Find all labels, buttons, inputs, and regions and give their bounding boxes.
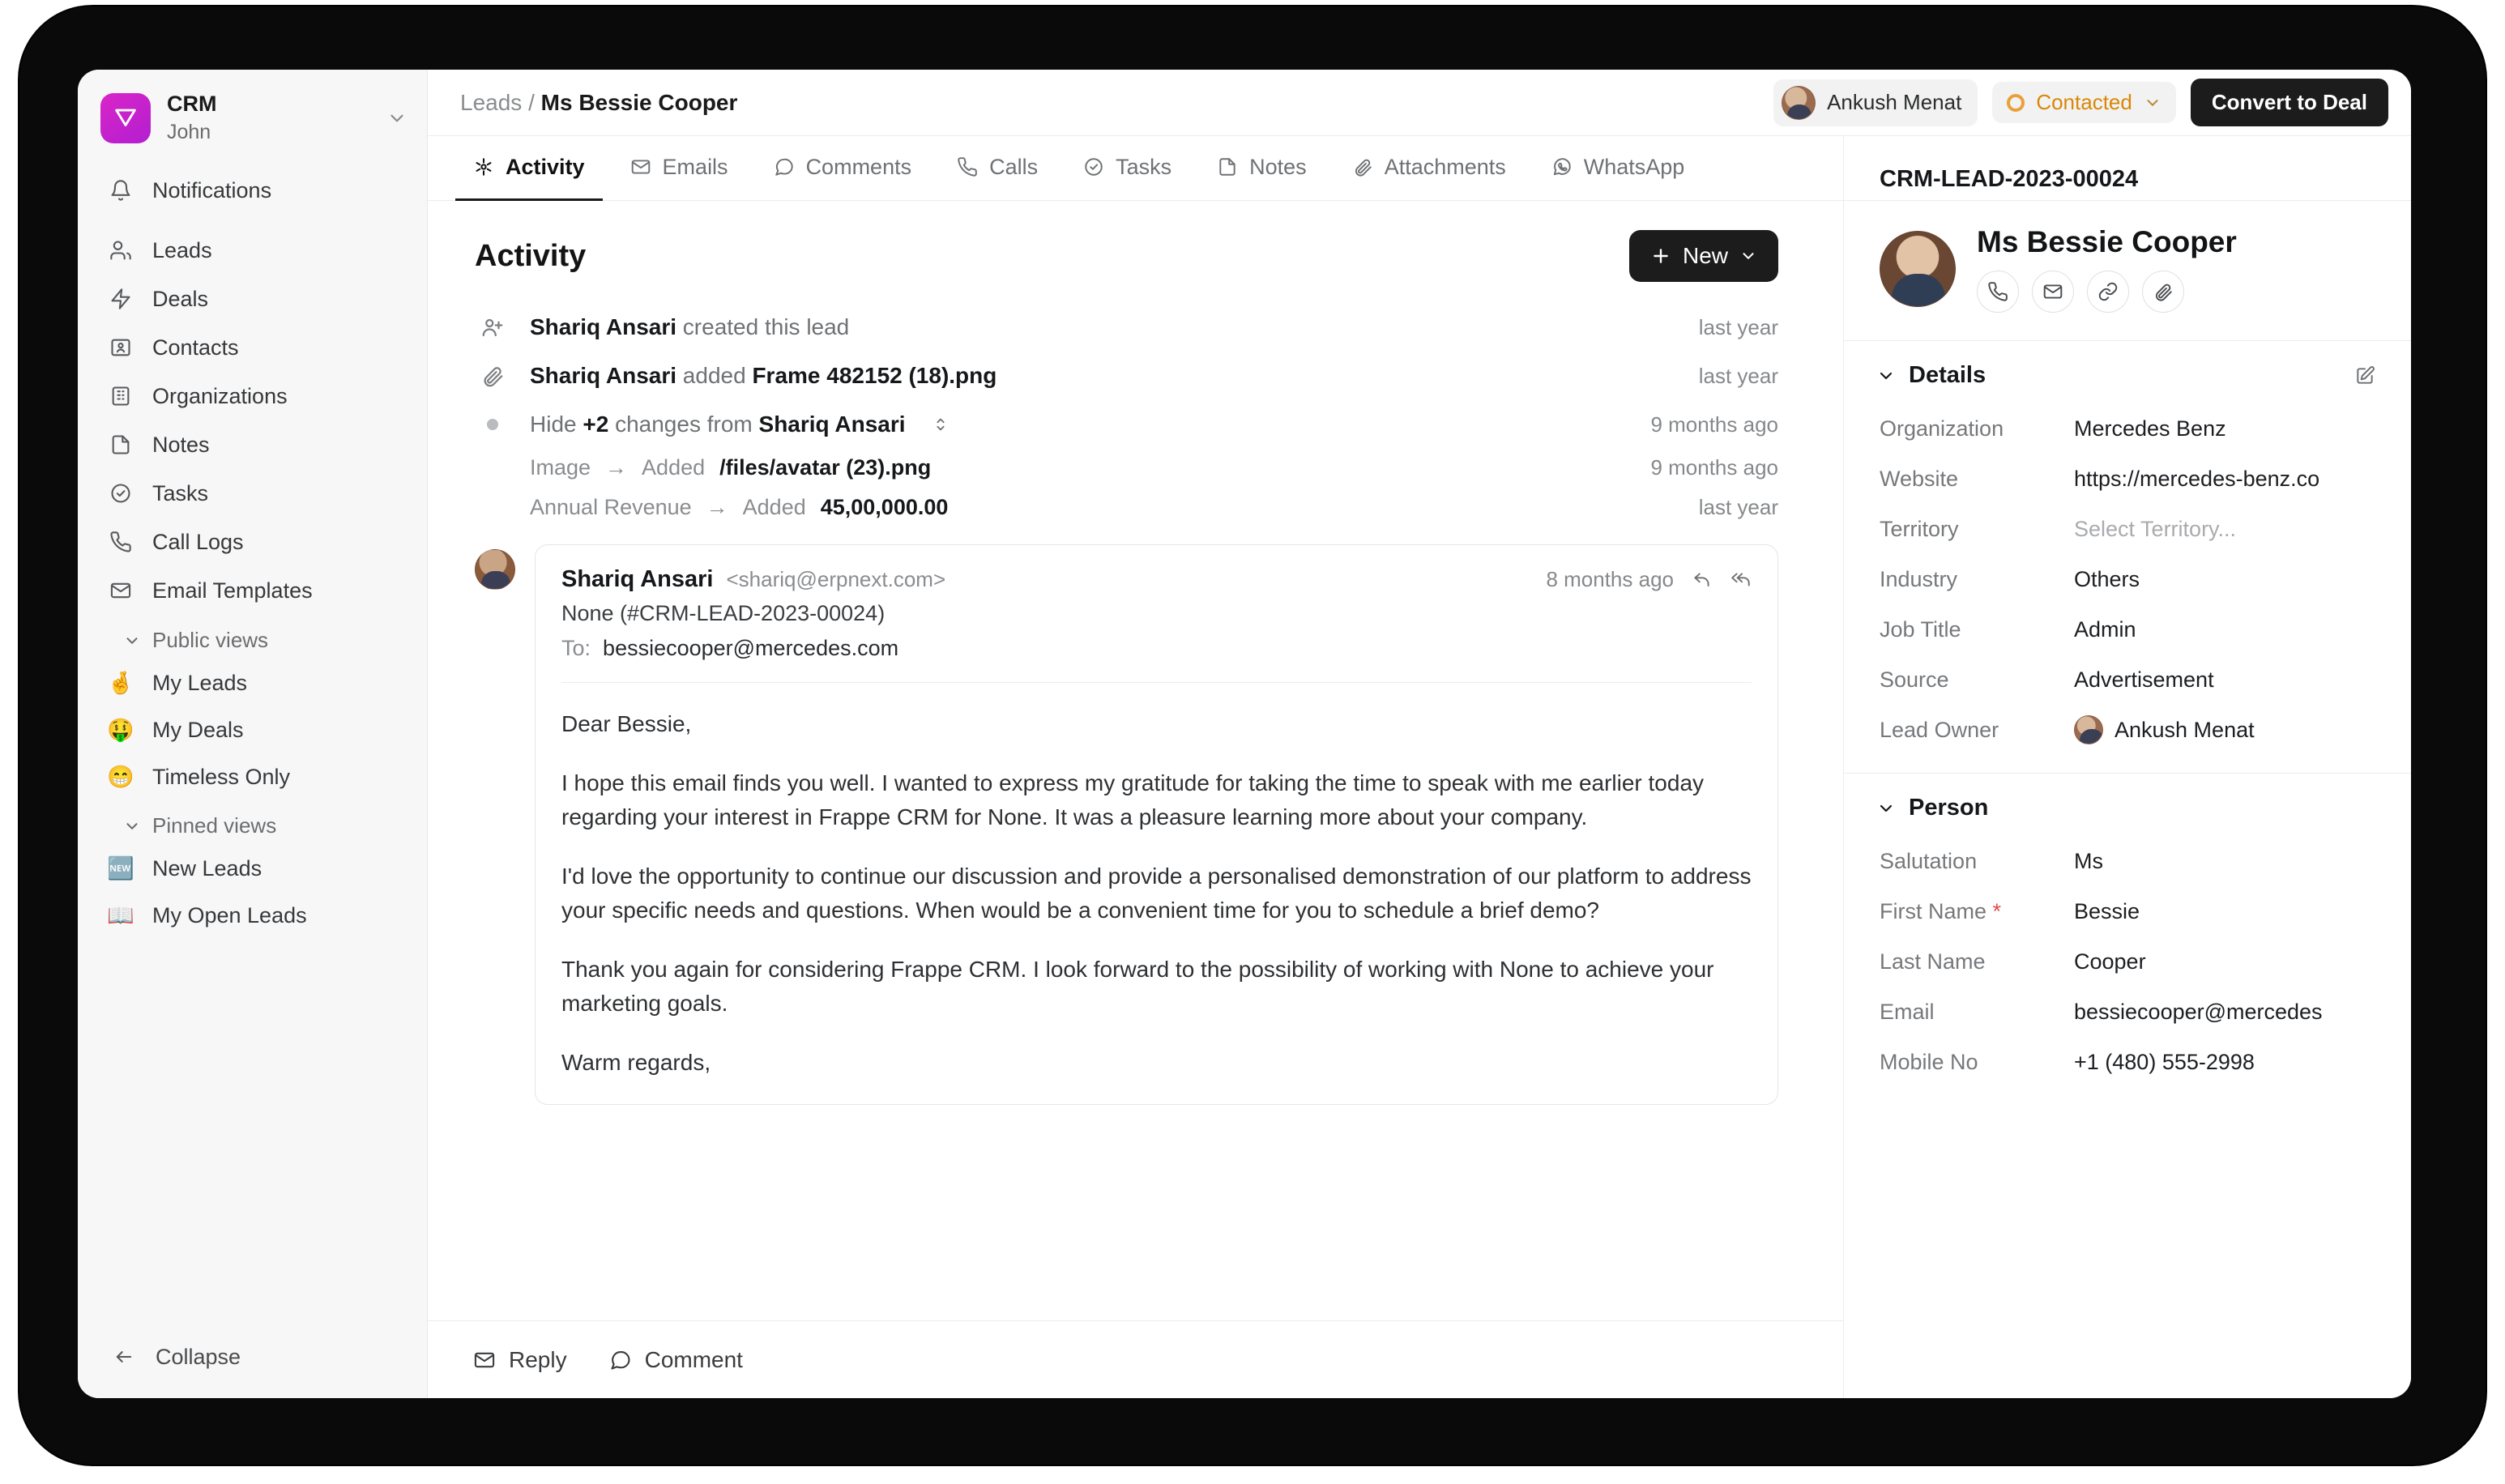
mail-icon: [630, 156, 651, 177]
grin-emoji-icon: 😁: [107, 765, 134, 789]
sidebar-item-label: New Leads: [152, 855, 262, 881]
field-label: Territory: [1880, 516, 1959, 541]
field-job-title[interactable]: [1844, 604, 2411, 655]
bullet-icon: [475, 419, 510, 430]
section-public-views[interactable]: [94, 615, 411, 659]
field-label: [1880, 899, 2074, 924]
hide-prefix: Hide: [530, 412, 577, 437]
plus-icon: [1650, 245, 1671, 267]
required-marker: *: [1987, 898, 2002, 923]
workspace-switcher[interactable]: [78, 70, 427, 163]
assignee-name: Ankush Menat: [1827, 90, 1962, 114]
email-recipient: [561, 636, 1752, 661]
tab-emails[interactable]: [612, 136, 746, 201]
email-paragraph: I'd love the opportunity to continue our discussion and provide a personalised demonstration of our platform to address your specific needs and questions. When would be a convenient time for you to schedule a brief demo?: [561, 863, 1752, 923]
sidebar-item-leads[interactable]: [94, 226, 411, 275]
check-circle-icon: [1083, 156, 1104, 177]
field-website[interactable]: [1844, 454, 2411, 504]
sidebar-item-label: Organizations: [152, 383, 288, 408]
sidebar-item-timeless-only[interactable]: [94, 753, 411, 800]
paperclip-icon[interactable]: [2142, 271, 2184, 313]
field-label: Job Title: [1880, 616, 1961, 642]
arrow-icon: →: [706, 495, 728, 519]
reply-label: Reply: [509, 1346, 567, 1372]
tab-activity[interactable]: [455, 136, 603, 201]
new-activity-button[interactable]: [1629, 230, 1778, 282]
bolt-icon: [107, 285, 134, 313]
field-value: Bessie: [2074, 898, 2140, 923]
section-pinned-views[interactable]: [94, 800, 411, 845]
change-row: [530, 455, 1778, 480]
field-first-name[interactable]: [1844, 886, 2411, 936]
field-value: bessiecooper@mercedes: [2074, 999, 2323, 1024]
phone-icon: [957, 156, 978, 177]
phone-icon: [107, 528, 134, 556]
tab-calls[interactable]: [939, 136, 1056, 201]
field-salutation[interactable]: [1844, 836, 2411, 886]
breadcrumb-root[interactable]: Leads: [460, 89, 523, 115]
field-territory[interactable]: [1844, 504, 2411, 554]
activity-feed: [428, 201, 1843, 1320]
tab-label: Calls: [989, 154, 1039, 179]
task-check-icon: [107, 480, 134, 507]
section-person[interactable]: [1844, 774, 2411, 836]
field-label: Organization: [1880, 416, 2004, 441]
comment-button[interactable]: [609, 1347, 743, 1373]
reply-icon: [473, 1349, 496, 1371]
main-area: [428, 70, 2411, 1398]
book-emoji-icon: 📖: [107, 903, 134, 927]
tab-label: Notes: [1249, 154, 1307, 179]
change-field: Annual Revenue: [530, 495, 692, 519]
app-window: [78, 70, 2411, 1398]
field-label: Last Name: [1880, 949, 1986, 974]
sidebar-item-my-open-leads[interactable]: [94, 892, 411, 939]
link-icon[interactable]: [2087, 271, 2129, 313]
email-subject: None (#CRM-LEAD-2023-00024): [561, 601, 885, 625]
hand-emoji-icon: 🤞: [107, 671, 134, 695]
activity-event: [475, 363, 1778, 389]
sidebar-item-tasks[interactable]: [94, 469, 411, 518]
hide-mid: changes from: [615, 412, 753, 437]
convert-to-deal-button[interactable]: Convert to Deal: [2191, 79, 2388, 126]
breadcrumb-current: Ms Bessie Cooper: [540, 89, 738, 115]
email-to-label: To:: [561, 636, 591, 660]
section-title: Person: [1909, 795, 1989, 821]
sidebar-item-notifications[interactable]: [94, 166, 411, 215]
sidebar-item-label: Contacts: [152, 335, 239, 360]
avatar: [1782, 86, 1816, 120]
change-value: /files/avatar (23).png: [719, 455, 932, 480]
change-time: last year: [1698, 495, 1778, 519]
tab-label: Attachments: [1384, 154, 1506, 179]
assignee-chip[interactable]: [1773, 79, 1978, 126]
crm-logo-icon: [100, 93, 151, 143]
updown-icon: [932, 416, 950, 433]
breadcrumb: [460, 90, 737, 116]
tab-bar: [428, 136, 1843, 201]
divider: [561, 682, 1752, 683]
record-quick-actions: [1977, 271, 2237, 313]
content-wrapper: [428, 136, 2411, 1398]
sidebar-nav: [78, 163, 427, 939]
field-label: Mobile No: [1880, 1049, 1978, 1074]
email-sender: Shariq Ansari: [561, 566, 714, 592]
field-last-name[interactable]: [1844, 936, 2411, 987]
event-action: added: [682, 363, 746, 388]
event-time: 9 months ago: [1650, 412, 1778, 437]
sidebar-item-notes[interactable]: [94, 420, 411, 469]
tab-attachments[interactable]: [1334, 136, 1524, 201]
hide-count: +2: [583, 412, 609, 437]
chevron-down-icon: [123, 817, 141, 835]
new-emoji-icon: 🆕: [107, 856, 134, 881]
tab-notes[interactable]: [1199, 136, 1325, 201]
section-details[interactable]: [1844, 341, 2411, 403]
hide-actor: Shariq Ansari: [758, 412, 906, 437]
change-field: Image: [530, 455, 591, 480]
envelope-icon[interactable]: [2032, 271, 2074, 313]
comment-icon: [774, 156, 795, 177]
whatsapp-icon: [1551, 156, 1573, 177]
arrow-icon: →: [605, 455, 628, 480]
field-value: Admin: [2074, 616, 2136, 642]
sidebar-item-label: My Deals: [152, 717, 244, 742]
tab-whatsapp[interactable]: [1534, 136, 1703, 201]
field-value: +1 (480) 555-2998: [2074, 1049, 2255, 1074]
reply-icon[interactable]: [1692, 569, 1713, 591]
activity-column: [428, 136, 1844, 1398]
field-label: Website: [1880, 466, 1959, 491]
event-time: last year: [1698, 363, 1778, 388]
collapse-label: Collapse: [156, 1344, 241, 1369]
tab-tasks[interactable]: [1065, 136, 1189, 201]
email-paragraph: Dear Bessie,: [561, 711, 692, 736]
paperclip-icon: [475, 364, 510, 388]
reply-all-icon[interactable]: [1730, 569, 1752, 591]
field-value: Cooper: [2074, 949, 2146, 974]
tab-comments[interactable]: [756, 136, 930, 201]
email-card: [535, 544, 1778, 1105]
sidebar-item-call-logs[interactable]: [94, 518, 411, 566]
chevron-down-icon: [1876, 366, 1896, 386]
activity-header: [475, 230, 1778, 282]
event-text: [530, 363, 996, 389]
users-icon: [107, 237, 134, 264]
details-panel: [1844, 136, 2411, 1398]
user-plus-icon: [475, 315, 510, 339]
status-dot-icon: [2007, 94, 2025, 112]
workspace-title: CRM: [167, 92, 217, 116]
sidebar-item-contacts[interactable]: [94, 323, 411, 372]
field-label: Industry: [1880, 566, 1958, 591]
chevron-down-icon: [1739, 247, 1757, 265]
sidebar-item-label: Tasks: [152, 480, 209, 505]
tab-label: Comments: [805, 154, 912, 179]
sidebar-item-organizations[interactable]: [94, 372, 411, 420]
field-label-text: First Name: [1880, 898, 1987, 923]
email-to-value: bessiecooper@mercedes.com: [603, 636, 899, 660]
contact-icon: [107, 334, 134, 361]
comment-icon: [609, 1349, 632, 1371]
field-lead-owner[interactable]: [1844, 705, 2411, 755]
change-time: 9 months ago: [1650, 455, 1778, 480]
avatar[interactable]: [1880, 231, 1956, 307]
page-title: Activity: [475, 238, 587, 273]
building-icon: [107, 382, 134, 410]
envelope-icon: [107, 577, 134, 604]
section-title: Details: [1909, 362, 1987, 388]
email-body: [561, 707, 1752, 1080]
sidebar-item-my-deals[interactable]: [94, 706, 411, 753]
field-email[interactable]: [1844, 987, 2411, 1037]
sidebar-item-new-leads[interactable]: [94, 845, 411, 892]
email-meta: [1546, 567, 1752, 592]
field-industry[interactable]: [1844, 554, 2411, 604]
chevron-down-icon: [1876, 799, 1896, 818]
activity-event: [475, 314, 1778, 340]
sidebar-item-deals[interactable]: [94, 275, 411, 323]
field-value: Advertisement: [2074, 667, 2214, 692]
field-value: Ms: [2074, 848, 2103, 873]
email-header: [561, 566, 1752, 593]
field-label: Email: [1880, 999, 1935, 1024]
chevron-down-icon: [123, 632, 141, 650]
email-paragraph: Thank you again for considering Frappe CRM. I look forward to the possibility of working with None to achieve your marketing goals.: [561, 956, 1714, 1017]
avatar: [2074, 715, 2103, 744]
avatar: [475, 549, 515, 590]
money-face-emoji-icon: 🤑: [107, 718, 134, 742]
top-bar-actions: [1773, 79, 2388, 126]
field-source[interactable]: [1844, 655, 2411, 705]
chevron-down-icon: [386, 108, 408, 129]
activity-footer: [428, 1320, 1843, 1398]
change-row: [530, 495, 1778, 520]
sidebar-item-label: Email Templates: [152, 578, 313, 603]
event-object: Frame 482152 (18).png: [752, 363, 997, 388]
sidebar: [78, 70, 428, 1398]
field-mobile-no[interactable]: [1844, 1037, 2411, 1087]
event-time: last year: [1698, 314, 1778, 339]
email-time: 8 months ago: [1546, 567, 1674, 591]
change-action: Added: [642, 455, 706, 480]
field-value: Ankush Menat: [2115, 717, 2255, 742]
sidebar-item-label: Notifications: [152, 177, 272, 203]
field-organization[interactable]: [1844, 403, 2411, 454]
activity-icon: [473, 156, 494, 177]
change-value: 45,00,000.00: [820, 495, 949, 519]
field-value-wrapper: [2074, 715, 2255, 744]
record-id-bar: [1844, 136, 2411, 201]
tab-label: WhatsApp: [1583, 154, 1685, 179]
workspace-user: John: [167, 120, 211, 143]
collapse-icon: [110, 1343, 138, 1371]
status-badge[interactable]: [1992, 82, 2176, 123]
event-action: created this lead: [682, 314, 850, 339]
reply-button[interactable]: [473, 1347, 567, 1373]
bell-icon: [107, 177, 134, 204]
record-hero: [1844, 201, 2411, 341]
section-label: Pinned views: [152, 813, 277, 838]
email-paragraph: Warm regards,: [561, 1049, 711, 1075]
hide-changes-toggle[interactable]: [475, 412, 1778, 437]
event-actor: Shariq Ansari: [530, 314, 677, 339]
status-label: Contacted: [2036, 90, 2132, 114]
breadcrumb-separator: /: [528, 89, 535, 115]
record-name: Ms Bessie Cooper: [1977, 225, 2237, 258]
field-value: Mercedes Benz: [2074, 416, 2226, 441]
top-bar: [428, 70, 2411, 136]
sidebar-item-my-leads[interactable]: [94, 659, 411, 706]
field-label: Source: [1880, 667, 1949, 692]
tab-label: Activity: [506, 154, 585, 179]
comment-label: Comment: [644, 1346, 743, 1372]
edit-icon[interactable]: [2354, 365, 2375, 386]
section-label: Public views: [152, 628, 269, 652]
sidebar-item-label: My Leads: [152, 670, 248, 695]
event-actor: Shariq Ansari: [530, 363, 677, 388]
note-icon: [107, 431, 134, 458]
field-label: Salutation: [1880, 848, 1978, 873]
phone-icon[interactable]: [1977, 271, 2019, 313]
new-button-label: New: [1682, 243, 1728, 268]
chevron-down-icon: [2144, 94, 2161, 112]
paperclip-icon: [1352, 156, 1373, 177]
tab-label: Emails: [662, 154, 728, 179]
field-label: Lead Owner: [1880, 717, 1999, 742]
event-text: [530, 314, 849, 340]
note-icon: [1217, 156, 1238, 177]
record-id: CRM-LEAD-2023-00024: [1880, 166, 2139, 192]
email-sender-address: <shariq@erpnext.com>: [726, 567, 946, 591]
sidebar-item-label: Deals: [152, 286, 209, 311]
sidebar-item-label: Call Logs: [152, 529, 244, 554]
email-activity: [475, 544, 1778, 1105]
field-value: Select Territory...: [2074, 516, 2237, 541]
sidebar-item-email-templates[interactable]: [94, 566, 411, 615]
sidebar-item-label: Leads: [152, 237, 212, 262]
tab-label: Tasks: [1116, 154, 1172, 179]
field-value: Others: [2074, 566, 2140, 591]
sidebar-item-label: Timeless Only: [152, 764, 291, 789]
email-paragraph: I hope this email finds you well. I wanted to express my gratitude for taking the time to speak with me earlier today regarding your interest in Frappe CRM for None. It was a pleasure learning more about your company.: [561, 770, 1705, 830]
change-action: Added: [742, 495, 806, 519]
collapse-sidebar-button[interactable]: [78, 1322, 427, 1398]
hide-changes-text: [530, 412, 906, 437]
field-value: https://mercedes-benz.co: [2074, 466, 2320, 491]
sidebar-item-label: My Open Leads: [152, 902, 307, 927]
sidebar-item-label: Notes: [152, 432, 210, 457]
